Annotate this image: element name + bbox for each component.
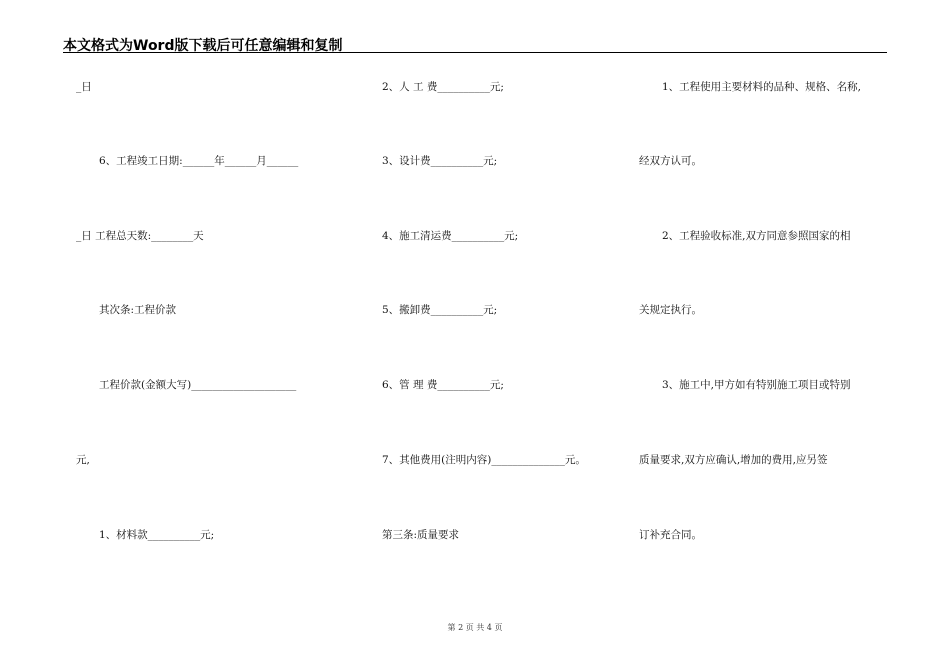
text-line: 第三条:质量要求 (382, 529, 460, 541)
text-line: 2、人 工 费__________元; (382, 81, 504, 93)
text-line: 质量要求,双方应确认,增加的费用,应另签 (639, 454, 828, 466)
text-line: 1、材料款__________元; (99, 529, 215, 541)
header-divider (63, 52, 887, 53)
text-line: _日 工程总天数:________天 (76, 230, 204, 242)
text-line: 4、施工清运费__________元; (382, 230, 519, 242)
text-line: 工程价款(金额大写)____________________ (99, 379, 297, 391)
text-line: 经双方认可。 (639, 155, 702, 167)
text-line: 3、设计费__________元; (382, 155, 498, 167)
page-number-footer: 第 2 页 共 4 页 (447, 623, 503, 632)
text-line: 6、工程竣工日期:______年______月______ (99, 155, 299, 167)
document-header-title: 本文格式为Word版下载后可任意编辑和复制 (63, 38, 343, 54)
text-line: 2、工程验收标准,双方同意参照国家的相 (662, 230, 851, 242)
text-line: _日 (76, 81, 92, 93)
text-line: 7、其他费用(注明内容)______________元。 (382, 454, 586, 466)
text-line: 订补充合同。 (639, 529, 702, 541)
text-line: 6、管 理 费__________元; (382, 379, 504, 391)
text-line: 1、工程使用主要材料的品种、规格、名称, (662, 81, 862, 93)
text-line: 其次条:工程价款 (99, 304, 177, 316)
text-line: 3、施工中,甲方如有特别施工项目或特别 (662, 379, 851, 391)
text-line: 5、搬卸费__________元; (382, 304, 498, 316)
text-line: 元, (76, 454, 90, 466)
text-line: 关规定执行。 (639, 304, 702, 316)
